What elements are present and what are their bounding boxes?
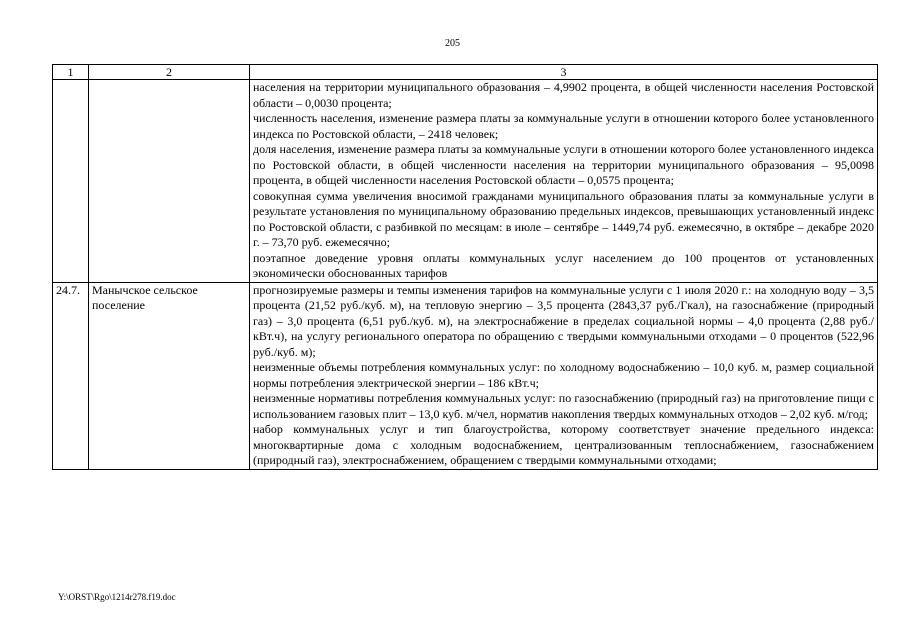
table-row — [53, 80, 878, 283]
table-row — [53, 282, 878, 469]
row-text-cell — [250, 80, 878, 283]
column-header-1: 1 — [53, 65, 89, 80]
paragraph: прогнозируемые размеры и темпы изменения тарифов на коммунальные услуги с 1 июля 2020 г.: на холодную воду – 3,5 процента (21,52 руб./куб. м), на тепловую энергию – 3,5 процента (2843,37 руб./Гкал), на газоснабжение (природный газ) – 3,0 процента (6,51 руб./куб. м), на электроснабжение в пределах социальной нормы – 4,0 процента (2,88 руб./кВт.ч), на услугу регионального оператора по обращению с твердыми коммунальными отходами – 0 процентов (522,96 руб./куб. м); — [253, 282, 874, 359]
column-header-2: 2 — [89, 65, 250, 80]
table-header-row — [53, 65, 878, 80]
row-name-cell: Манычское сельское поселение — [89, 282, 250, 469]
row-number-cell — [53, 80, 89, 283]
paragraph: неизменные нормативы потребления коммунальных услуг: по газоснабжению (природный газ) на приготовление пищи с использованием газовых плит – 13,0 куб. м/чел, норматив накопления твердых коммунальных отходов – 2,02 куб. м/год; — [253, 391, 874, 421]
paragraph: поэтапное доведение уровня оплаты коммунальных услуг населением до 100 процентов от установленных экономически обоснованных тарифов — [253, 250, 874, 280]
row-name-cell — [89, 80, 250, 283]
row-text-cell — [250, 282, 878, 469]
paragraph: населения на территории муниципального образования – 4,9902 процента, в общей численности населения Ростовской области – 0,0030 процента; — [253, 80, 874, 110]
page-number: 205 — [445, 38, 460, 49]
document-file-path: Y:\ORST\Rgo\1214r278.f19.doc — [58, 592, 176, 602]
paragraph: совокупная сумма увеличения вносимой гражданами муниципального образования платы за коммунальные услуги в результате установления по муниципальному образованию предельных индексов, превышающих установленный индекс по Ростовской области, с разбивкой по месяцам: в июле – сентябре – 1449,74 руб. ежемесячно, в октябре – декабре 2020 г. – 73,70 руб. ежемесячно; — [253, 188, 874, 249]
paragraph: доля населения, изменение размера платы за коммунальные услуги в отношении которого более установленного индекса по Ростовской области, в общей численности населения на территории муниципального образования – 95,0098 процента, в общей численности населения Ростовской области – 0,0575 процента; — [253, 142, 874, 187]
paragraph: численность населения, изменение размера платы за коммунальные услуги в отношении которого более установленного индекса по Ростовской области, – 2418 человек; — [253, 111, 874, 141]
paragraph: неизменные объемы потребления коммунальных услуг: по холодному водоснабжению – 10,0 куб. м, размер социальной нормы потребления электрической энергии – 186 кВт.ч; — [253, 360, 874, 390]
column-header-3: 3 — [250, 65, 878, 80]
paragraph: набор коммунальных услуг и тип благоустройства, которому соответствует значение предельного индекса: многоквартирные дома с холодным водоснабжением, централизованным теплоснабжением, газоснабжением (природный газ), электроснабжением, обращением с твердыми коммунальными отходами; — [253, 422, 874, 467]
document-table — [52, 64, 878, 470]
row-number-cell: 24.7. — [53, 282, 89, 469]
